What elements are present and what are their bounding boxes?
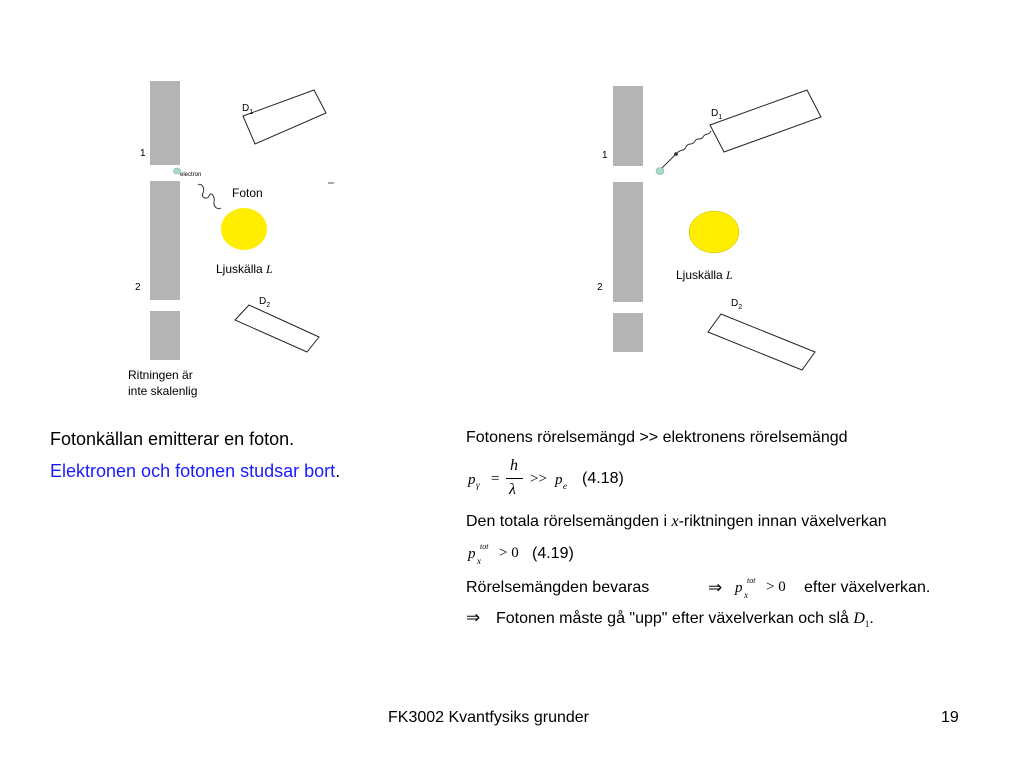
left-slit-2-label: 2 [135,282,141,293]
left-detector-1-label: $D_1$ [242,103,254,116]
footer-title: FK3002 Kvantfysiks grunder [388,709,589,726]
left-note-line1: Ritningen är [128,368,193,382]
right-text-line3: Den totala rörelsemängden i x-riktningen innan växelverkan [466,513,887,530]
left-text-line1: Fotonkällan emitterar en foton. [50,429,295,449]
right-detector-1-label: $D_1$ [711,108,723,121]
right-photon-wave [676,131,711,154]
right-text-line6-body: Fotonen måste gå "upp" efter växelverkan och slå $D_1$. [496,610,874,630]
right-detector-1 [710,90,821,152]
left-slit-1-label: 1 [140,148,146,159]
page-number: 19 [941,709,959,726]
left-text-line2-highlight: Elektronen och fotonen studsar bort [50,461,336,481]
equation-4-18: p γ = h λ >> p e (4.18) [468,457,624,498]
right-light-source [689,211,739,253]
left-light-source-label: Ljuskälla L [216,262,273,276]
right-slit-1-label: 1 [602,150,608,161]
right-light-source-label: Ljuskälla L [676,268,733,282]
right-slit-plate [614,86,642,352]
right-electron-track [662,154,676,168]
right-text-line5: Rörelsemängden bevaras ⇒ p tot x > 0 efter växelverkan. [466,576,931,600]
right-electron [656,168,664,175]
equation-4-19: p tot x > 0 (4.19) [468,542,574,566]
left-photon-label: Foton [232,186,263,200]
right-text-line1: Fotonens rörelsemängd >> elektronens rörelsemängd [466,429,848,446]
left-note-line2: inte skalenlig [128,384,198,398]
left-text-line2: Elektronen och fotonen studsar bort. [50,461,341,481]
right-detector-2-label: $D_2$ [731,298,743,311]
right-text-line6: ⇒ Fotonen måste gå "upp" efter växelverkan och slå $D_1$. [466,608,1006,634]
left-electron-label: electron [180,172,202,178]
right-slit-2-label: 2 [597,282,603,293]
right-detector-2 [708,314,815,370]
left-detector-2-label: $D_2$ [259,296,271,309]
